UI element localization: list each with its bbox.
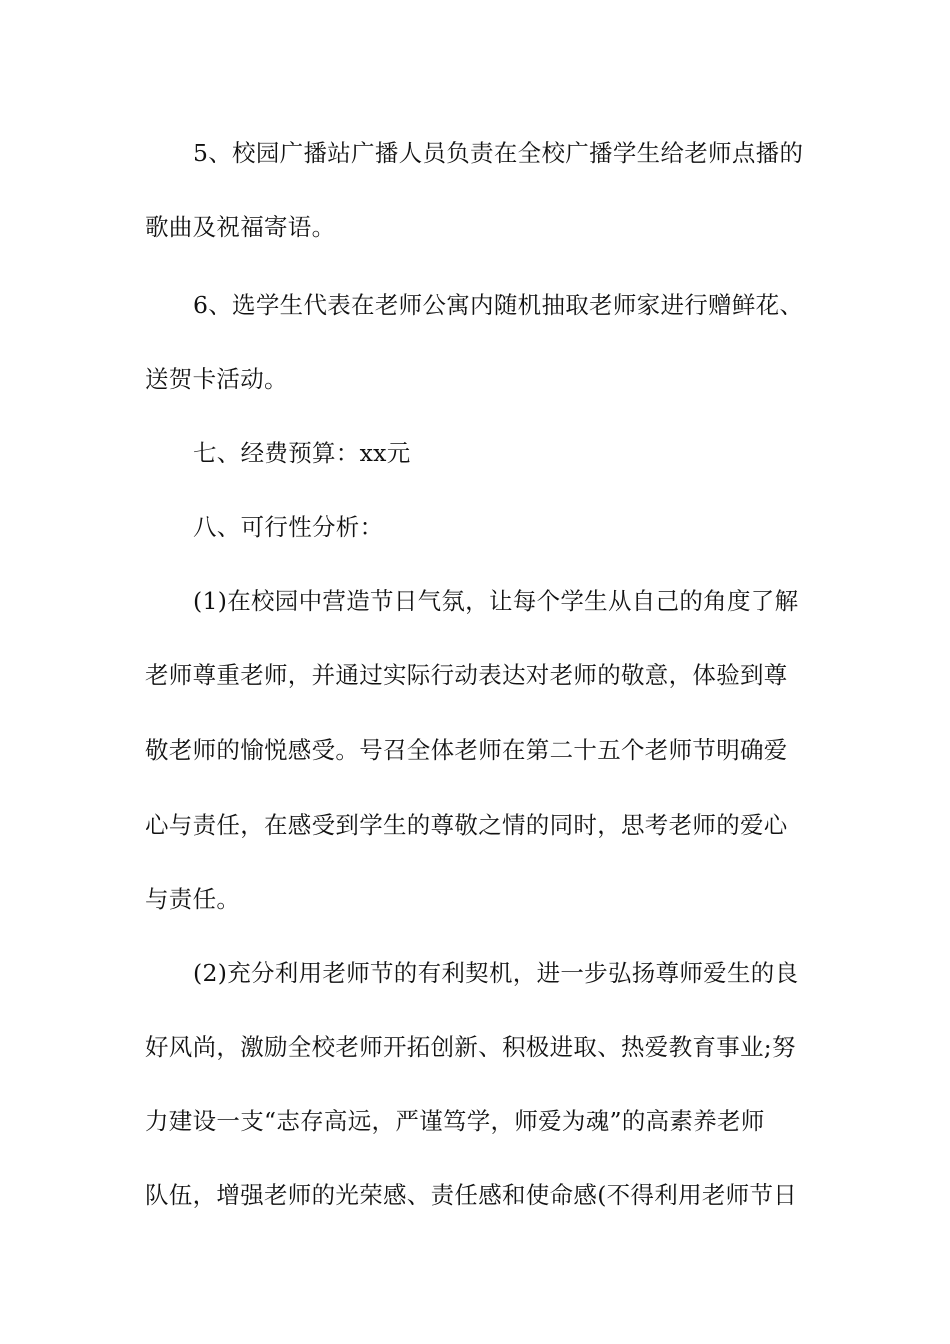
item-1-line-2: 老师尊重老师，并通过实际行动表达对老师的敬意，体验到尊 <box>145 661 788 689</box>
section-budget-heading: 七、经费预算：xx元 <box>193 439 411 467</box>
item-2-line-3: 力建设一支“志存高远，严谨笃学，师爱为魂”的高素养老师 <box>145 1107 765 1135</box>
item-1-line-3: 敬老师的愉悦感受。号召全体老师在第二十五个老师节明确爱 <box>145 736 788 764</box>
paragraph-5-line-1: 5、校园广播站广播人员负责在全校广播学生给老师点播的 <box>193 139 804 167</box>
item-2-line-1: (2)充分利用老师节的有利契机，进一步弘扬尊师爱生的良 <box>193 959 799 987</box>
item-2-line-2: 好风尚，激励全校老师开拓创新、积极进取、热爱教育事业;努 <box>145 1033 796 1061</box>
item-2-line-4: 队伍，增强老师的光荣感、责任感和使命感(不得利用老师节日 <box>145 1181 798 1209</box>
section-feasibility-heading: 八、可行性分析： <box>193 513 384 541</box>
paragraph-6-line-2: 送贺卡活动。 <box>145 365 288 393</box>
item-1-line-1: (1)在校园中营造节日气氛，让每个学生从自己的角度了解 <box>193 587 799 615</box>
paragraph-6-line-1: 6、选学生代表在老师公寓内随机抽取老师家进行赠鲜花、 <box>193 291 804 319</box>
item-1-line-5: 与责任。 <box>145 885 241 913</box>
paragraph-5-line-2: 歌曲及祝福寄语。 <box>145 213 336 241</box>
item-1-line-4: 心与责任，在感受到学生的尊敬之情的同时，思考老师的爱心 <box>145 811 788 839</box>
